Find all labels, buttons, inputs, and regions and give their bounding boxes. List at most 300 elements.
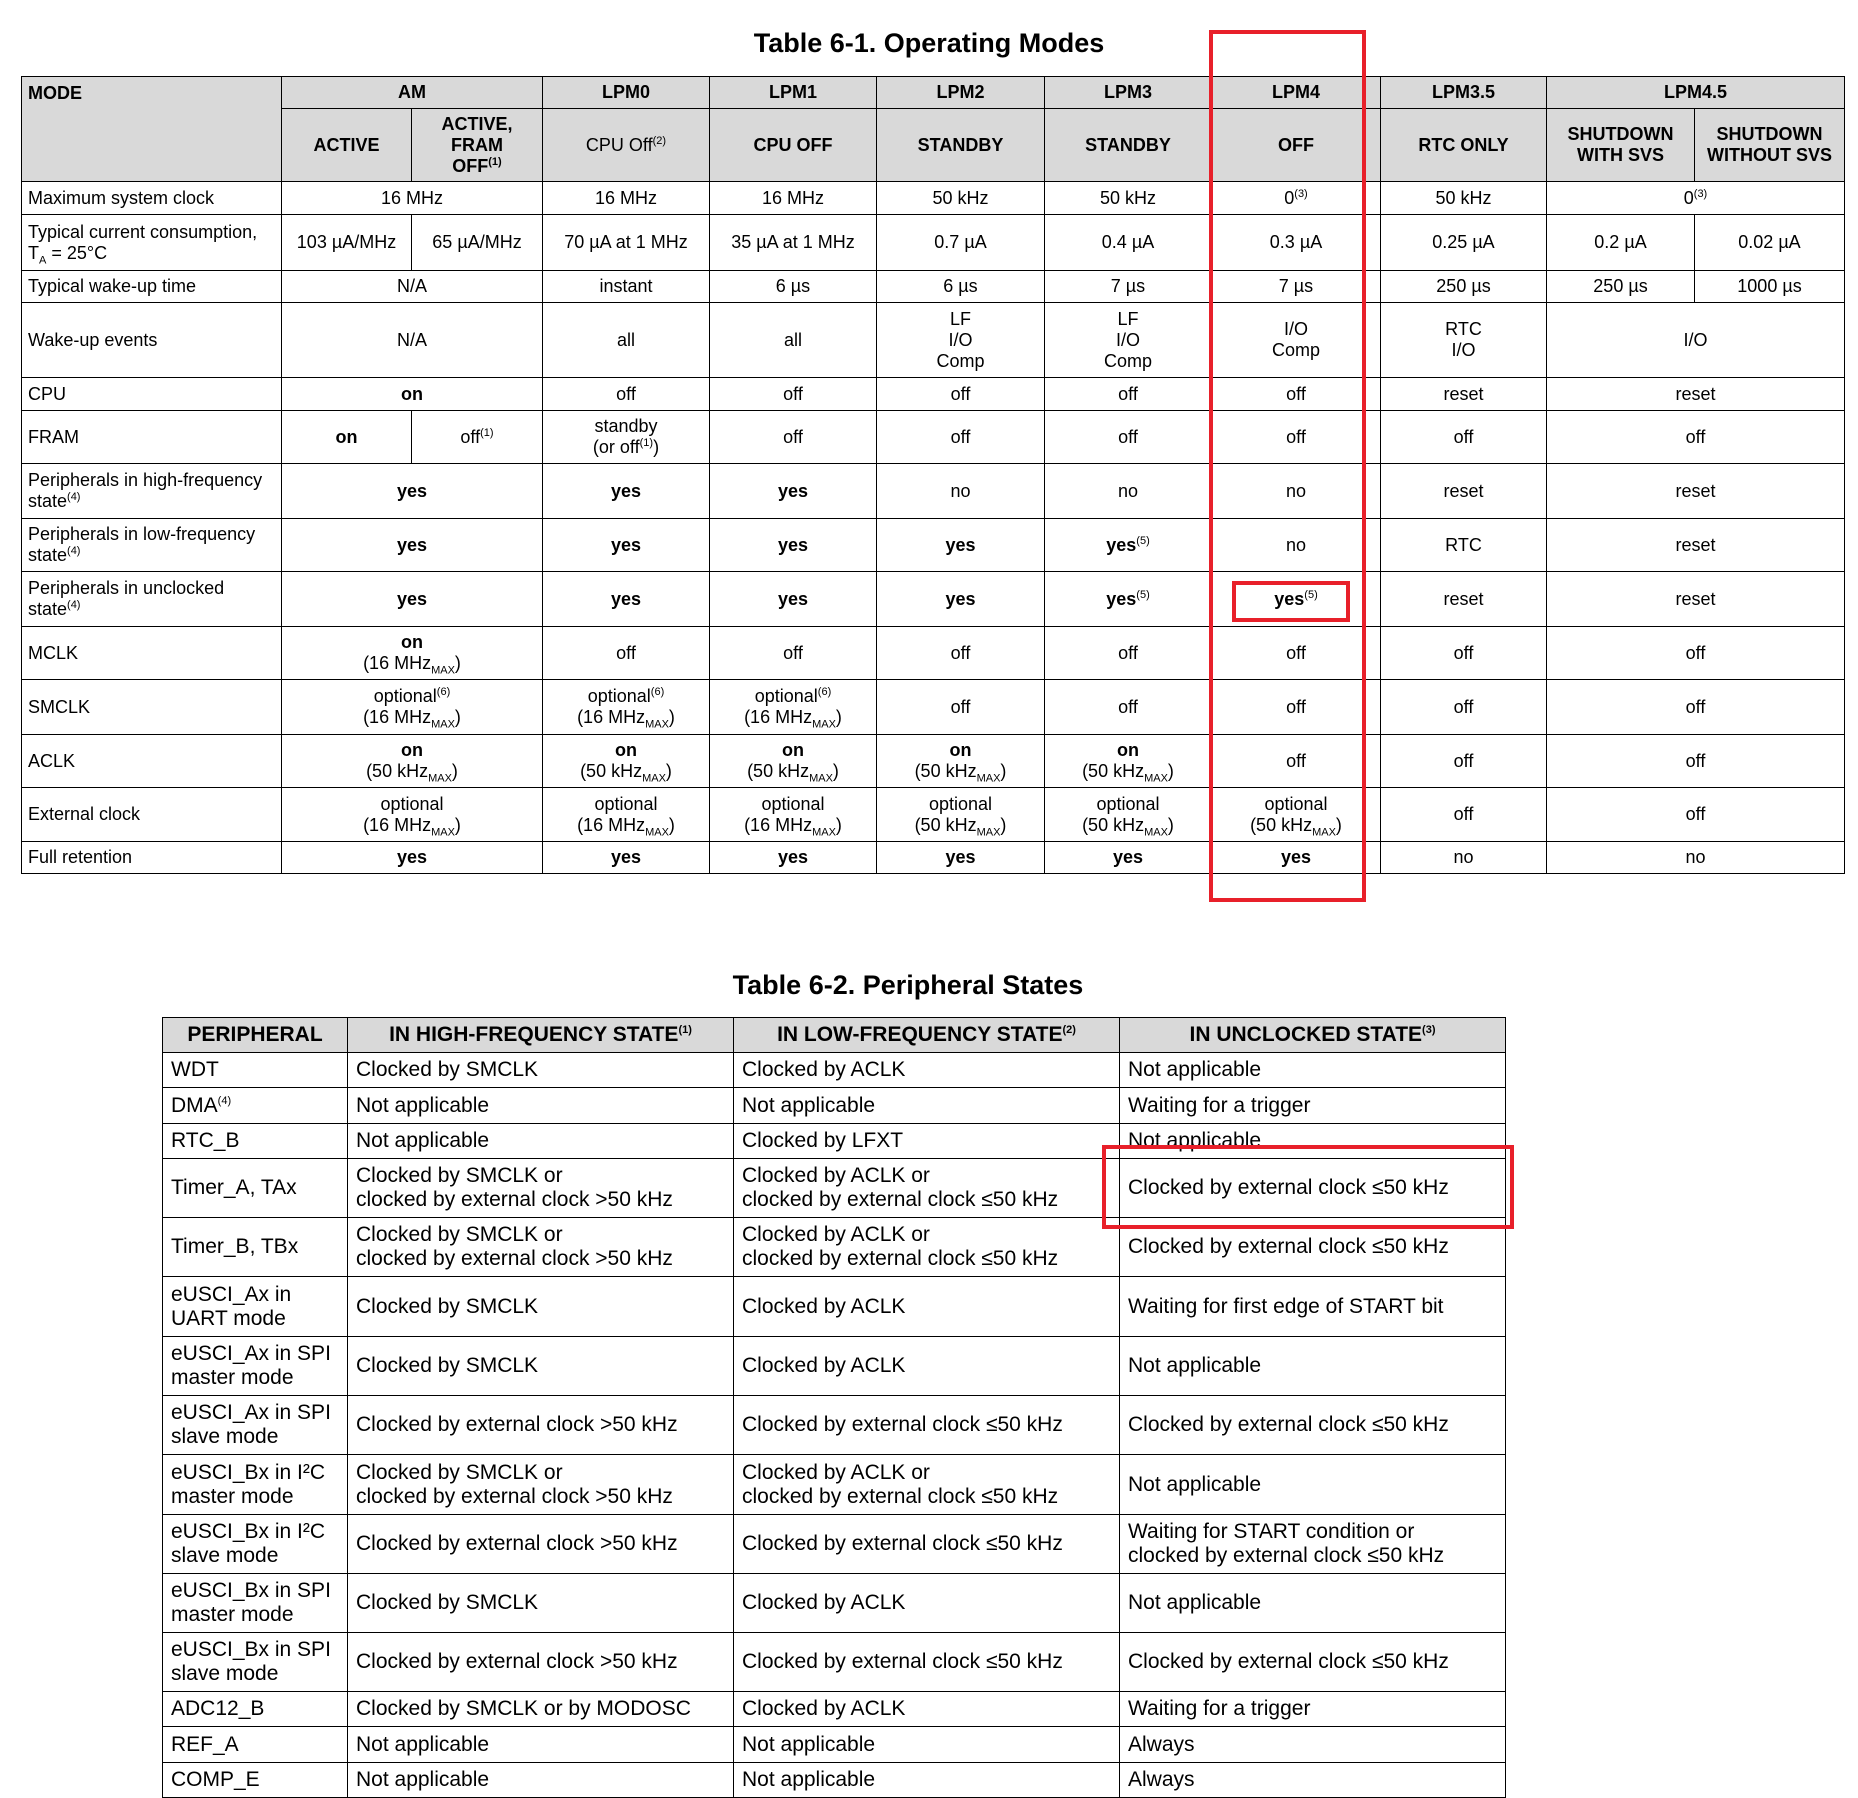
cell: off bbox=[877, 411, 1045, 464]
cell-text: Not applicable bbox=[356, 1768, 490, 1791]
cell: off bbox=[877, 378, 1045, 411]
row-peripherals-high-frequency bbox=[22, 464, 1845, 519]
text: ) bbox=[454, 653, 461, 673]
cell-text: Comp bbox=[1103, 350, 1152, 371]
cell: reset bbox=[1547, 464, 1845, 519]
cell-text: 0 bbox=[1683, 187, 1694, 208]
text: ) bbox=[665, 761, 672, 781]
subscript: MAX bbox=[812, 718, 836, 731]
cell bbox=[1212, 182, 1381, 215]
table1-title: Table 6-1. Operating Modes bbox=[753, 28, 1105, 58]
cell bbox=[877, 303, 1045, 378]
cell: 6 µs bbox=[710, 271, 877, 303]
text: (16 MHz bbox=[363, 653, 432, 673]
header-text: SHUTDOWN bbox=[1716, 124, 1823, 144]
cell-text: Clocked by external clock ≤50 kHz bbox=[742, 1413, 1063, 1436]
cell-text: Clocked by SMCLK or by MODOSC bbox=[356, 1697, 691, 1720]
cell-text: Clocked by external clock ≤50 kHz bbox=[1128, 1650, 1449, 1673]
row-label-text: Peripherals in low-frequency bbox=[28, 524, 256, 544]
row-label bbox=[22, 215, 282, 271]
cell-text: on bbox=[949, 740, 972, 760]
peripheral-name-text: slave mode bbox=[171, 1425, 279, 1448]
subscript: MAX bbox=[431, 718, 455, 731]
peripheral-name bbox=[163, 1692, 348, 1727]
peripheral-name-text bbox=[171, 1768, 339, 1792]
cell: reset bbox=[1381, 572, 1547, 627]
state-cell-hf bbox=[348, 1692, 734, 1727]
state-cell-hf bbox=[348, 1763, 734, 1798]
footnote-ref: (6) bbox=[436, 686, 451, 698]
cell: 0.7 µA bbox=[877, 215, 1045, 271]
cell-text: Waiting for START condition or bbox=[1128, 1520, 1415, 1543]
row-smclk bbox=[22, 680, 1845, 735]
cell: yes bbox=[710, 464, 877, 519]
text: eUSCI_Bx in I²C bbox=[171, 1460, 326, 1484]
cell: yes bbox=[282, 464, 543, 519]
cell-text bbox=[716, 814, 870, 839]
unclocked-header bbox=[1120, 1018, 1506, 1053]
subscript: MAX bbox=[976, 826, 1001, 839]
sub-header-shutdown-without-svs bbox=[1695, 109, 1845, 182]
peripheral-name-text bbox=[171, 1638, 339, 1662]
subscript: MAX bbox=[976, 772, 1001, 785]
state-cell-uc bbox=[1120, 1337, 1506, 1396]
peripheral-name-text bbox=[171, 1094, 339, 1118]
row-current-consumption bbox=[22, 215, 1845, 271]
cell: off bbox=[1212, 627, 1381, 680]
table-row bbox=[163, 1124, 1506, 1159]
state-cell-hf bbox=[348, 1218, 734, 1277]
text: optional bbox=[754, 686, 818, 706]
row-label: MCLK bbox=[22, 627, 282, 680]
peripheral-name bbox=[163, 1574, 348, 1633]
cell-text: Always bbox=[1128, 1768, 1195, 1791]
cell-text bbox=[1051, 761, 1205, 785]
cell-highlighted bbox=[1212, 572, 1381, 627]
cell-text bbox=[288, 761, 536, 785]
table2-body bbox=[163, 1053, 1506, 1798]
peripheral-states-table bbox=[162, 1017, 1506, 1798]
state-cell-hf bbox=[348, 1727, 734, 1763]
cell: yes bbox=[543, 572, 710, 627]
cell-text: Clocked by ACLK bbox=[742, 1697, 906, 1720]
high-frequency-header bbox=[348, 1018, 734, 1053]
text: (50 kHz bbox=[366, 761, 429, 781]
cell-text: Clocked by external clock >50 kHz bbox=[356, 1650, 678, 1673]
text: ) bbox=[668, 814, 675, 835]
cell-text: Not applicable bbox=[356, 1732, 490, 1756]
cell bbox=[543, 411, 710, 464]
cell-text: LF bbox=[949, 308, 971, 329]
cell-text: Not applicable bbox=[1128, 1354, 1262, 1377]
cell: yes bbox=[1212, 842, 1381, 874]
text: = 25°C bbox=[46, 242, 108, 263]
state-cell-hf bbox=[348, 1053, 734, 1088]
cell: yes bbox=[543, 842, 710, 874]
text: eUSCI_Bx in SPI bbox=[171, 1638, 331, 1661]
text: (16 MHz bbox=[363, 707, 432, 727]
peripheral-name-text bbox=[171, 1342, 339, 1366]
table-row bbox=[163, 1396, 1506, 1455]
text: (50 kHz bbox=[914, 761, 977, 781]
cell-text: yes bbox=[1106, 588, 1137, 609]
cell: yes bbox=[710, 572, 877, 627]
row-wake-up-time bbox=[22, 271, 1845, 303]
table2-title: Table 6-2. Peripheral States bbox=[732, 970, 1084, 1000]
footnote-ref: (4) bbox=[67, 599, 81, 611]
cell: 1000 µs bbox=[1695, 271, 1845, 303]
cell: off bbox=[710, 411, 877, 464]
footnote-ref: (4) bbox=[67, 545, 81, 557]
peripheral-name-text bbox=[171, 1579, 339, 1603]
cell: reset bbox=[1547, 378, 1845, 411]
text: optional bbox=[587, 686, 651, 706]
peripheral-name bbox=[163, 1277, 348, 1337]
peripheral-name-text bbox=[171, 1401, 339, 1425]
cell: off bbox=[1547, 680, 1845, 735]
cell: off bbox=[1045, 411, 1212, 464]
state-cell-lf bbox=[734, 1692, 1120, 1727]
header-text: FRAM bbox=[451, 134, 503, 155]
sub-header-rtc-only: RTC ONLY bbox=[1381, 109, 1547, 182]
cell bbox=[1045, 303, 1212, 378]
cell bbox=[282, 735, 543, 788]
state-cell-lf bbox=[734, 1218, 1120, 1277]
footnote-ref: (5) bbox=[1136, 588, 1150, 601]
peripheral-name bbox=[163, 1088, 348, 1124]
cell-text: Clocked by SMCLK or bbox=[356, 1223, 563, 1246]
state-cell-hf bbox=[348, 1159, 734, 1218]
cell: 16 MHz bbox=[710, 182, 877, 215]
cell bbox=[1045, 788, 1212, 842]
text: ) bbox=[653, 437, 660, 457]
state-cell-hf bbox=[348, 1396, 734, 1455]
cell: off bbox=[1212, 680, 1381, 735]
peripheral-name bbox=[163, 1159, 348, 1218]
cell-text: Clocked by external clock ≤50 kHz bbox=[742, 1650, 1063, 1673]
cell-text: Not applicable bbox=[742, 1732, 876, 1756]
state-cell-uc bbox=[1120, 1455, 1506, 1515]
text: ADC12_B bbox=[171, 1697, 265, 1720]
cell-text: Not applicable bbox=[1128, 1472, 1262, 1496]
cell bbox=[1045, 735, 1212, 788]
cell-text bbox=[1051, 814, 1205, 839]
header-text: WITH SVS bbox=[1576, 145, 1664, 165]
group-header-am: AM bbox=[282, 77, 543, 109]
cell-text: Clocked by external clock ≤50 kHz bbox=[1128, 1176, 1449, 1199]
text: ) bbox=[454, 814, 461, 835]
cell-text: Not applicable bbox=[742, 1093, 876, 1117]
cell-text bbox=[716, 707, 870, 731]
text: ) bbox=[454, 707, 461, 727]
sub-header-off-lpm4: OFF bbox=[1212, 109, 1381, 182]
cell-text: Clocked by external clock >50 kHz bbox=[356, 1413, 678, 1436]
subscript: MAX bbox=[1312, 826, 1336, 839]
cell: off bbox=[1212, 735, 1381, 788]
text: (16 MHz bbox=[577, 707, 646, 727]
row-mclk bbox=[22, 627, 1845, 680]
header-text: CPU Off bbox=[585, 134, 653, 155]
cell: yes bbox=[710, 519, 877, 572]
row-label bbox=[22, 464, 282, 519]
table-row bbox=[163, 1574, 1506, 1633]
state-cell-lf bbox=[734, 1124, 1120, 1159]
cell: off bbox=[877, 680, 1045, 735]
cell: off bbox=[1381, 735, 1547, 788]
row-label bbox=[22, 572, 282, 627]
state-cell-lf bbox=[734, 1159, 1120, 1218]
cell-text: Not applicable bbox=[356, 1093, 490, 1117]
peripheral-name-text bbox=[171, 1058, 339, 1082]
subscript: MAX bbox=[645, 718, 669, 731]
row-label-text: Peripherals in high-frequency bbox=[28, 470, 263, 490]
text: (50 kHz bbox=[1082, 761, 1145, 781]
table-row bbox=[163, 1633, 1506, 1692]
peripheral-header: PERIPHERAL bbox=[163, 1018, 348, 1053]
cell: no bbox=[1212, 464, 1381, 519]
cell-text: Clocked by LFXT bbox=[742, 1129, 904, 1152]
cell: 65 µA/MHz bbox=[412, 215, 543, 271]
cell bbox=[282, 788, 543, 842]
text: eUSCI_Bx in SPI bbox=[171, 1579, 331, 1602]
state-cell-lf bbox=[734, 1455, 1120, 1515]
cell bbox=[1212, 303, 1381, 378]
footnote-ref: (3) bbox=[1422, 1024, 1436, 1036]
state-cell-hf bbox=[348, 1515, 734, 1574]
cell: yes bbox=[877, 842, 1045, 874]
text: ) bbox=[1335, 814, 1342, 835]
cell-text bbox=[288, 707, 536, 731]
cell-text: on bbox=[782, 740, 804, 760]
state-cell-uc bbox=[1120, 1727, 1506, 1763]
sub-header-active-fram-off bbox=[412, 109, 543, 182]
state-cell-uc bbox=[1120, 1088, 1506, 1124]
header-row-sub bbox=[22, 109, 1845, 182]
cell-text: Clocked by SMCLK bbox=[356, 1354, 539, 1377]
row-cpu bbox=[22, 378, 1845, 411]
peripheral-name-text: UART mode bbox=[171, 1306, 286, 1330]
cell-text: I/O bbox=[1451, 340, 1476, 360]
cell-text: off bbox=[460, 426, 481, 447]
header-text: IN UNCLOCKED STATE bbox=[1189, 1023, 1423, 1046]
text: ) bbox=[835, 814, 842, 835]
cell-text: on bbox=[401, 632, 423, 652]
cell: 7 µs bbox=[1212, 271, 1381, 303]
state-cell-lf bbox=[734, 1515, 1120, 1574]
cell-text: optional bbox=[380, 793, 444, 814]
cell-text bbox=[716, 686, 870, 707]
cell: off bbox=[1045, 680, 1212, 735]
subscript: MAX bbox=[645, 826, 669, 839]
cell bbox=[543, 735, 710, 788]
cell-text: Clocked by SMCLK bbox=[356, 1058, 539, 1081]
cell-text: Always bbox=[1128, 1732, 1195, 1756]
group-header-lpm4: LPM4 bbox=[1212, 77, 1381, 109]
cell bbox=[1381, 303, 1547, 378]
row-label bbox=[22, 519, 282, 572]
row-label: Maximum system clock bbox=[22, 182, 282, 215]
cell-text: LF bbox=[1117, 308, 1139, 329]
header-text: IN HIGH-FREQUENCY STATE bbox=[389, 1023, 679, 1046]
text: REF_A bbox=[171, 1732, 239, 1756]
cell-text: Clocked by SMCLK or bbox=[356, 1164, 563, 1187]
cell-text: Not applicable bbox=[1128, 1058, 1262, 1081]
state-cell-uc bbox=[1120, 1692, 1506, 1727]
cell: yes bbox=[543, 519, 710, 572]
row-fram bbox=[22, 411, 1845, 464]
cell-text: clocked by external clock ≤50 kHz bbox=[742, 1188, 1059, 1211]
operating-modes-table bbox=[21, 76, 1845, 874]
cell: yes bbox=[1045, 842, 1212, 874]
cell-text: yes bbox=[1274, 588, 1305, 609]
state-cell-uc bbox=[1120, 1633, 1506, 1692]
cell-text: Waiting for first edge of START bit bbox=[1128, 1294, 1444, 1318]
subscript: MAX bbox=[1144, 826, 1168, 839]
cell-text: Clocked by ACLK or bbox=[742, 1223, 930, 1246]
state-cell-hf bbox=[348, 1277, 734, 1337]
table-row bbox=[163, 1515, 1506, 1574]
cell bbox=[710, 735, 877, 788]
state-cell-uc bbox=[1120, 1218, 1506, 1277]
cell-text bbox=[549, 761, 703, 785]
cell: no bbox=[877, 464, 1045, 519]
header-text: SHUTDOWN bbox=[1567, 124, 1674, 144]
group-header-lpm0: LPM0 bbox=[543, 77, 710, 109]
header-text: ACTIVE, bbox=[441, 113, 513, 134]
sub-header-active: ACTIVE bbox=[282, 109, 412, 182]
row-label: FRAM bbox=[22, 411, 282, 464]
subscript: MAX bbox=[809, 772, 833, 785]
row-label: External clock bbox=[22, 788, 282, 842]
cell-text: Clocked by external clock ≤50 kHz bbox=[1128, 1413, 1449, 1436]
cell: 50 kHz bbox=[1381, 182, 1547, 215]
table-row bbox=[163, 1277, 1506, 1337]
header-text: OFF bbox=[452, 155, 489, 176]
state-cell-uc bbox=[1120, 1124, 1506, 1159]
cell: 6 µs bbox=[877, 271, 1045, 303]
row-peripherals-unclocked bbox=[22, 572, 1845, 627]
cell bbox=[877, 735, 1045, 788]
cell: off bbox=[710, 627, 877, 680]
cell-text: Not applicable bbox=[1128, 1129, 1262, 1152]
table-row bbox=[163, 1337, 1506, 1396]
cell-text: Clocked by ACLK bbox=[742, 1294, 906, 1318]
table-row bbox=[163, 1692, 1506, 1727]
text: ) bbox=[1167, 814, 1174, 835]
state-cell-hf bbox=[348, 1574, 734, 1633]
cell: on bbox=[282, 378, 543, 411]
footnote-ref: (5) bbox=[1136, 534, 1150, 547]
cell: yes bbox=[543, 464, 710, 519]
table-row bbox=[163, 1455, 1506, 1515]
row-external-clock bbox=[22, 788, 1845, 842]
subscript: MAX bbox=[642, 772, 666, 785]
cell-text: 0 bbox=[1284, 187, 1295, 208]
cell-text: Clocked by external clock ≤50 kHz bbox=[1128, 1235, 1449, 1258]
cell bbox=[1212, 788, 1381, 842]
state-cell-hf bbox=[348, 1124, 734, 1159]
cell-text: on bbox=[401, 740, 423, 760]
row-wake-up-events bbox=[22, 303, 1845, 378]
row-label-text bbox=[28, 545, 275, 566]
cell-text: Clocked by ACLK or bbox=[742, 1460, 930, 1484]
state-cell-lf bbox=[734, 1574, 1120, 1633]
text: (50 kHz bbox=[914, 814, 977, 835]
cell-text: Clocked by ACLK or bbox=[742, 1164, 930, 1187]
row-label: CPU bbox=[22, 378, 282, 411]
cell: off bbox=[1045, 627, 1212, 680]
cell: off bbox=[1547, 411, 1845, 464]
text: WDT bbox=[171, 1058, 219, 1081]
footnote-ref: (1) bbox=[480, 426, 494, 439]
cell: 0.2 µA bbox=[1547, 215, 1695, 271]
cell bbox=[543, 680, 710, 735]
cell: 0.25 µA bbox=[1381, 215, 1547, 271]
cell: off bbox=[1381, 680, 1547, 735]
cell-text: Clocked by external clock ≤50 kHz bbox=[742, 1532, 1063, 1555]
text: ) bbox=[832, 761, 839, 781]
row-label: Wake-up events bbox=[22, 303, 282, 378]
peripheral-name-text bbox=[171, 1520, 339, 1544]
cell: 0.02 µA bbox=[1695, 215, 1845, 271]
row-label: Full retention bbox=[22, 842, 282, 874]
text: state bbox=[28, 545, 68, 565]
footnote-ref: (2) bbox=[1062, 1024, 1076, 1036]
group-header-lpm3-5: LPM3.5 bbox=[1381, 77, 1547, 109]
text: (50 kHz bbox=[580, 761, 643, 781]
cell: off bbox=[1547, 627, 1845, 680]
row-label-text bbox=[28, 599, 275, 620]
cell: yes bbox=[282, 519, 543, 572]
state-cell-uc bbox=[1120, 1053, 1506, 1088]
cell-text bbox=[883, 814, 1038, 839]
text: (50 kHz bbox=[1082, 814, 1145, 835]
peripheral-name-text bbox=[171, 1461, 339, 1485]
subscript: MAX bbox=[431, 664, 455, 677]
header-text bbox=[418, 156, 536, 177]
cell-text: on bbox=[1117, 740, 1139, 760]
footnote-ref: (1) bbox=[639, 437, 654, 449]
subscript: MAX bbox=[428, 772, 452, 785]
cell bbox=[543, 788, 710, 842]
cell-text: optional bbox=[594, 793, 658, 814]
sub-header-cpu-off-lpm1: CPU OFF bbox=[710, 109, 877, 182]
cell-text: clocked by external clock >50 kHz bbox=[356, 1484, 673, 1508]
sub-header-cpu-off-lpm0 bbox=[543, 109, 710, 182]
cell-text bbox=[288, 814, 536, 839]
state-cell-lf bbox=[734, 1088, 1120, 1124]
row-label-text bbox=[28, 242, 275, 267]
cell bbox=[877, 788, 1045, 842]
text: eUSCI_Ax in SPI bbox=[171, 1401, 331, 1424]
sub-header-standby-lpm2: STANDBY bbox=[877, 109, 1045, 182]
peripheral-name bbox=[163, 1633, 348, 1692]
text: state bbox=[28, 491, 68, 511]
cell: reset bbox=[1381, 378, 1547, 411]
text: COMP_E bbox=[171, 1768, 260, 1791]
cell-text bbox=[549, 707, 703, 731]
text: ) bbox=[1000, 814, 1007, 835]
cell: no bbox=[1381, 842, 1547, 874]
cell: no bbox=[1212, 519, 1381, 572]
cell-text: Clocked by SMCLK or bbox=[356, 1460, 563, 1484]
footnote-ref: (2) bbox=[652, 134, 667, 147]
cell: reset bbox=[1547, 519, 1845, 572]
cell-text: clocked by external clock >50 kHz bbox=[356, 1188, 673, 1211]
peripheral-name bbox=[163, 1396, 348, 1455]
cell bbox=[1045, 572, 1212, 627]
cell: N/A bbox=[282, 303, 543, 378]
